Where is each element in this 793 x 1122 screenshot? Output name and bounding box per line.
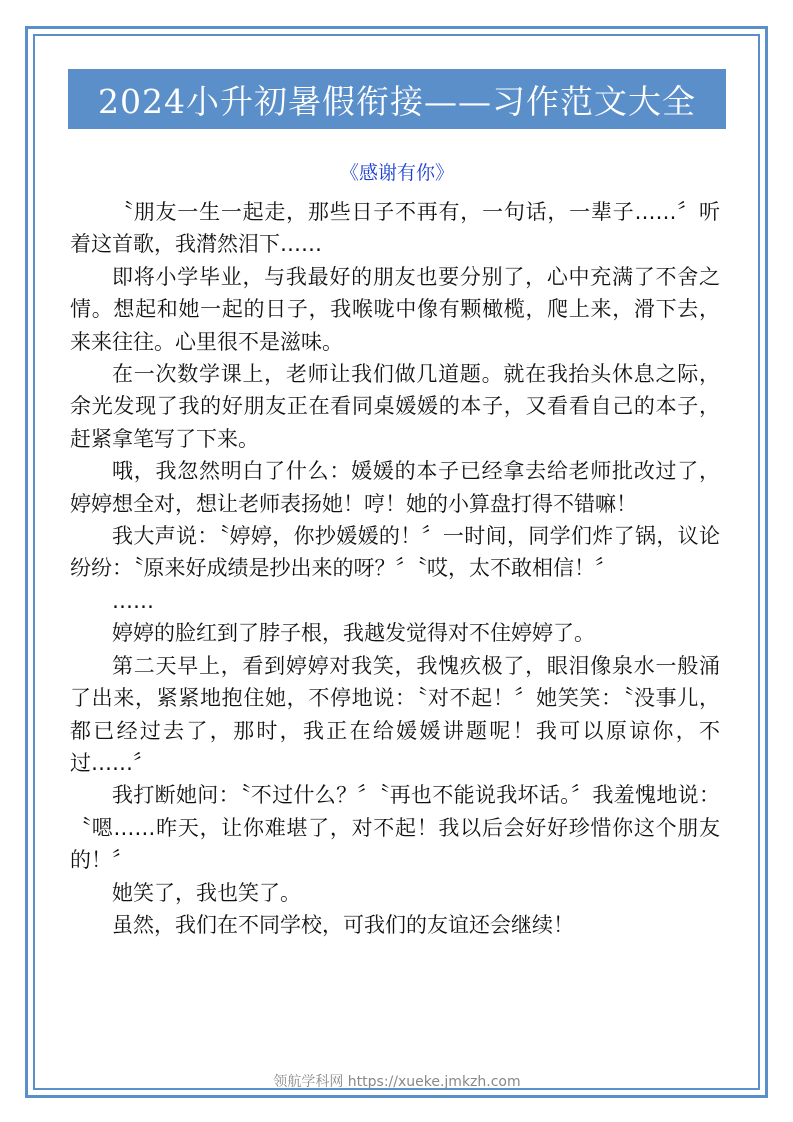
footer-watermark: 领航学科网 https://xueke.jmkzh.com — [273, 1074, 521, 1090]
paragraph: 在一次数学课上，老师让我们做几道题。就在我抬头休息之际，余光发现了我的好朋友正在看同桌媛媛的本子，又看看自己的本子，赶紧拿笔写了下来。 — [70, 362, 720, 451]
paragraph: 〝朋友一生一起走，那些日子不再有，一句话，一辈子……〞听着这首歌，我潸然泪下…… — [70, 200, 720, 257]
header-banner — [68, 69, 726, 129]
banner-title: 2024小升初暑假衔接——习作范文大全 — [98, 81, 696, 121]
ellipsis-line: …… — [112, 588, 154, 613]
paragraph: 她笑了，我也笑了。 — [112, 880, 301, 905]
paragraph: 即将小学毕业，与我最好的朋友也要分别了，心中充满了不舍之情。想起和她一起的日子，我喉咙中像有颗橄榄，爬上来，滑下去，来来往往。心里很不是滋味。 — [70, 264, 720, 354]
paragraph: 婷婷的脸红到了脖子根，我越发觉得对不住婷婷了。 — [112, 621, 595, 646]
essay-body — [70, 196, 720, 941]
paragraph: 哦，我忽然明白了什么：媛媛的本子已经拿去给老师批改过了，婷婷想全对，想让老师表扬她！哼！她的小算盘打得不错嘛！ — [70, 459, 720, 516]
paragraph: 我大声说：〝婷婷，你抄媛媛的！〞一时间，同学们炸了锅，议论纷纷：〝原来好成绩是抄出来的呀？〞〝哎，太不敢相信！〞 — [70, 524, 720, 581]
essay-title: 《感谢有你》 — [339, 162, 454, 184]
paragraph: 第二天早上，看到婷婷对我笑，我愧疚极了，眼泪像泉水一般涌了出来，紧紧地抱住她，不停地说：〝对不起！〞她笑笑：〝没事儿，都已经过去了，那时，我正在给媛媛讲题呢！我可以原谅你，不过……〞 — [70, 653, 720, 775]
paragraph: 虽然，我们在不同学校，可我们的友谊还会继续！ — [112, 912, 574, 937]
paragraph: 我打断她问：〝不过什么？〞〝再也不能说我坏话。〞我羞愧地说：〝嗯……昨天，让你难堪了，对不起！我以后会好好珍惜你这个朋友的！〞 — [70, 783, 720, 873]
